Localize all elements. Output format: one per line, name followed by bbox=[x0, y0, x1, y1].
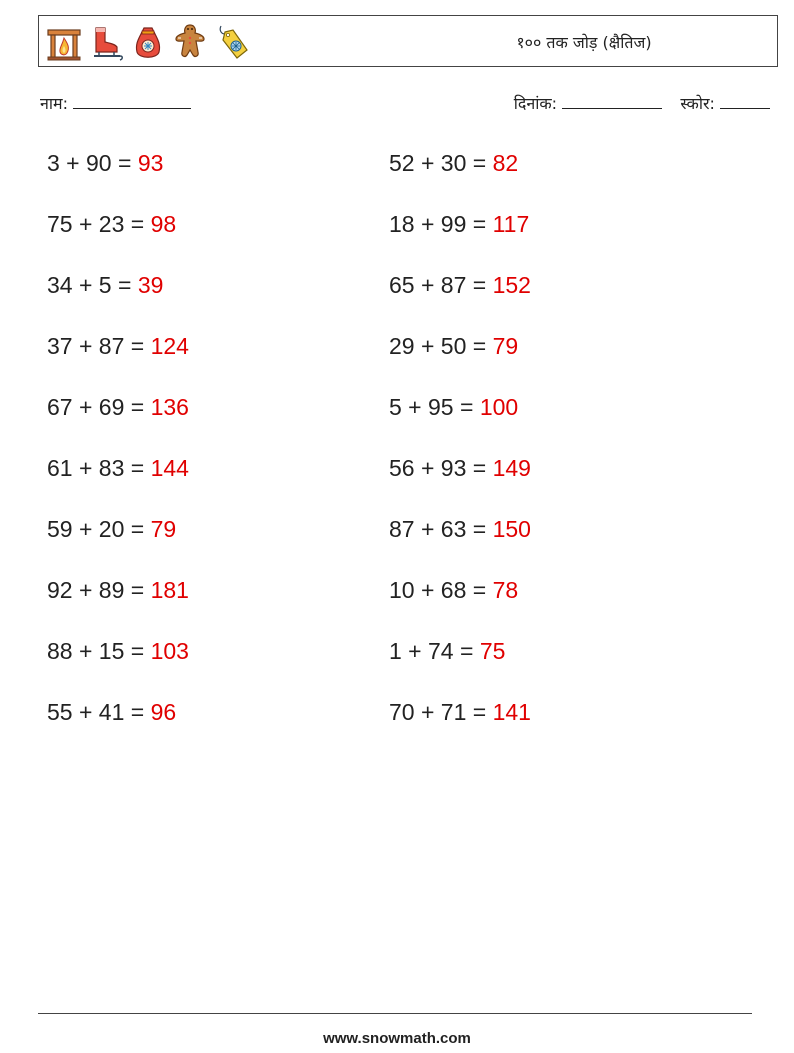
problem-question: 61 + 83 = bbox=[47, 455, 145, 481]
problem-question: 37 + 87 = bbox=[47, 333, 145, 359]
problem-right-9 bbox=[389, 637, 505, 665]
problem-answer: 93 bbox=[137, 150, 164, 176]
problem-right-5 bbox=[389, 393, 518, 421]
problem-answer: 96 bbox=[150, 699, 177, 725]
problem-answer: 136 bbox=[150, 394, 189, 420]
problem-left-7 bbox=[47, 515, 176, 543]
problem-question: 88 + 15 = bbox=[47, 638, 145, 664]
date-blank bbox=[562, 92, 662, 109]
problem-answer: 181 bbox=[150, 577, 189, 603]
problem-left-5 bbox=[47, 393, 189, 421]
problem-left-4 bbox=[47, 332, 189, 360]
problem-right-4 bbox=[389, 332, 518, 360]
problem-question: 3 + 90 = bbox=[47, 150, 132, 176]
problem-answer: 39 bbox=[137, 272, 164, 298]
problem-answer: 78 bbox=[492, 577, 519, 603]
problem-question: 52 + 30 = bbox=[389, 150, 487, 176]
problem-question: 92 + 89 = bbox=[47, 577, 145, 603]
problem-left-10 bbox=[47, 698, 176, 726]
problem-left-3 bbox=[47, 271, 163, 299]
date-label: दिनांक: bbox=[513, 94, 558, 113]
problem-answer: 124 bbox=[150, 333, 189, 359]
problem-right-8 bbox=[389, 576, 518, 604]
problem-left-9 bbox=[47, 637, 189, 665]
name-blank bbox=[73, 92, 191, 109]
problem-left-1 bbox=[47, 149, 163, 177]
problem-left-6 bbox=[47, 454, 189, 482]
gift-sack-icon bbox=[129, 22, 167, 62]
problem-left-2 bbox=[47, 210, 176, 238]
worksheet-title: १०० तक जोड़ (क्षैतिज) bbox=[516, 33, 652, 52]
gingerbread-man-icon bbox=[171, 22, 209, 62]
problem-question: 10 + 68 = bbox=[389, 577, 487, 603]
problem-question: 75 + 23 = bbox=[47, 211, 145, 237]
name-label: नाम: bbox=[40, 94, 68, 113]
problem-right-6 bbox=[389, 454, 531, 482]
problem-answer: 149 bbox=[492, 455, 531, 481]
score-label: स्कोर: bbox=[680, 94, 715, 113]
problem-answer: 79 bbox=[150, 516, 177, 542]
problem-right-3 bbox=[389, 271, 531, 299]
problem-right-2 bbox=[389, 210, 529, 238]
problem-question: 56 + 93 = bbox=[389, 455, 487, 481]
problem-answer: 79 bbox=[492, 333, 519, 359]
problem-answer: 117 bbox=[492, 211, 530, 237]
problem-answer: 141 bbox=[492, 699, 531, 725]
footer-url: www.snowmath.com bbox=[323, 1030, 471, 1047]
problem-question: 34 + 5 = bbox=[47, 272, 132, 298]
problem-question: 18 + 99 = bbox=[389, 211, 487, 237]
problem-answer: 150 bbox=[492, 516, 531, 542]
gift-tag-icon bbox=[213, 22, 251, 62]
problem-question: 5 + 95 = bbox=[389, 394, 474, 420]
problem-question: 1 + 74 = bbox=[389, 638, 474, 664]
problem-answer: 103 bbox=[150, 638, 189, 664]
problem-question: 65 + 87 = bbox=[389, 272, 487, 298]
problem-answer: 144 bbox=[150, 455, 189, 481]
problem-left-8 bbox=[47, 576, 189, 604]
problem-right-1 bbox=[389, 149, 518, 177]
problem-answer: 75 bbox=[479, 638, 506, 664]
problem-question: 67 + 69 = bbox=[47, 394, 145, 420]
problem-answer: 82 bbox=[492, 150, 519, 176]
score-blank bbox=[720, 92, 770, 109]
header-box bbox=[38, 15, 778, 67]
fireplace-icon bbox=[45, 22, 83, 62]
problem-right-10 bbox=[389, 698, 531, 726]
problem-answer: 100 bbox=[479, 394, 519, 420]
ice-skate-icon bbox=[87, 22, 125, 62]
problem-right-7 bbox=[389, 515, 531, 543]
name-field bbox=[40, 92, 191, 114]
problem-question: 59 + 20 = bbox=[47, 516, 145, 542]
problem-question: 70 + 71 = bbox=[389, 699, 487, 725]
problem-question: 87 + 63 = bbox=[389, 516, 487, 542]
icon-strip bbox=[45, 22, 251, 62]
problem-answer: 152 bbox=[492, 272, 531, 298]
footer-divider bbox=[38, 1013, 752, 1014]
date-score-fields bbox=[514, 92, 770, 114]
problem-question: 29 + 50 = bbox=[389, 333, 487, 359]
problem-answer: 98 bbox=[150, 211, 177, 237]
problem-question: 55 + 41 = bbox=[47, 699, 145, 725]
